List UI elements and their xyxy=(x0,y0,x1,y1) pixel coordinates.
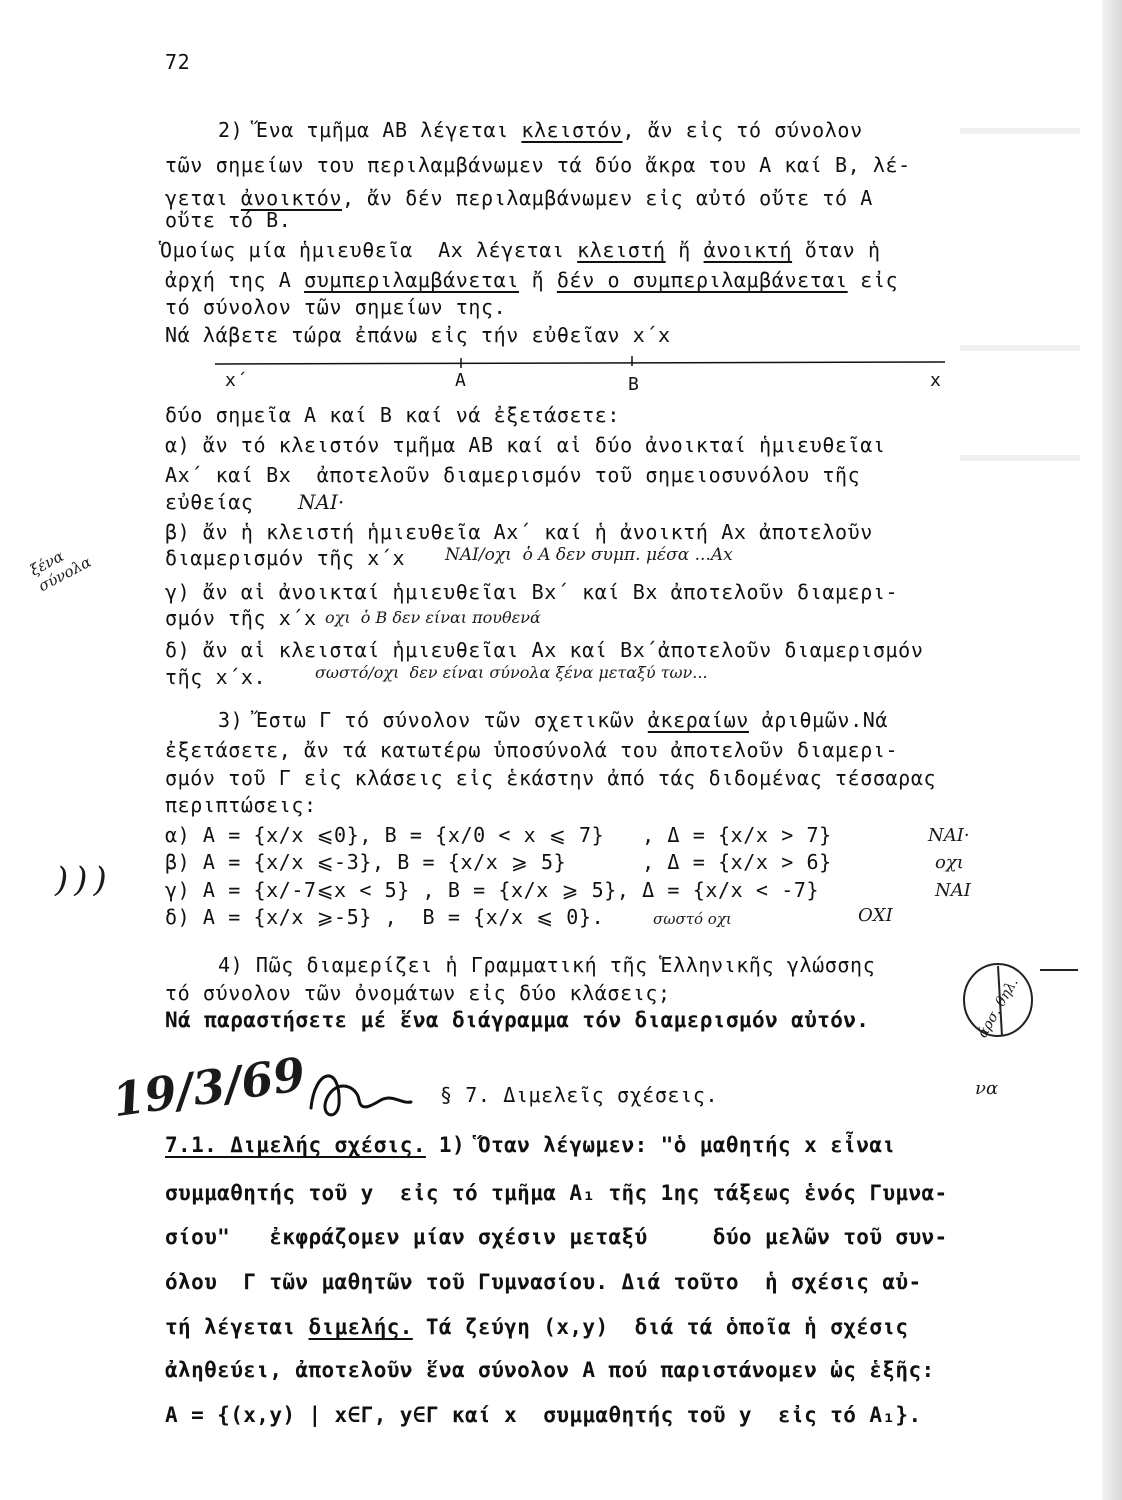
signature-stroke xyxy=(311,1076,411,1115)
handwritten-answer: σωστό οχι xyxy=(653,910,732,928)
subsection-title: 7.1. Διμελής σχέσις. xyxy=(165,1133,426,1157)
ex3-line-1: 3) Ἔστω Γ τό σύνολον τῶν σχετικῶν ἀκεραίων ἀριθμῶν.Νά xyxy=(218,708,888,732)
term-open: ἀνοικτόν xyxy=(240,186,342,210)
ex2-d-line-2: τῆς x΄x. xyxy=(165,665,267,689)
handwritten-margin-note: ξένα σύνολα xyxy=(26,546,95,596)
ex2-a-line-2: Αx΄ καί Βx ἀποτελοῦν διαμερισμόν τοῦ σημειοσυνόλου τῆς xyxy=(165,463,861,487)
section-title: § 7. Διμελεῖς σχέσεις. xyxy=(440,1083,719,1107)
handwritten-answer: οχι ὁ Β δεν είναι πουθενά xyxy=(325,608,541,627)
term-integers: ἀκεραίων xyxy=(647,708,749,732)
ex3-case-b: β) Α = {x/x ⩽-3}, Β = {x/x ⩾ 5} , Δ = {x/x > 6} xyxy=(165,850,832,874)
ex2-line-4: οὔτε τό Β. xyxy=(165,208,292,232)
handwritten-note: άρσ. θηλ. xyxy=(974,975,1022,1041)
ex2-a-line-1: α) ἄν τό κλειστόν τμῆμα ΑΒ καί αἱ δύο ἀνοικταί ἡμιευθεῖαι xyxy=(165,433,886,457)
s71-line-5: τή λέγεται διμελής. Τά ζεύγη (x,y) διά τά ὁποῖα ἡ σχέσις xyxy=(165,1315,909,1339)
ex3-line-4: περιπτώσεις: xyxy=(165,793,317,817)
ex4-line-2: τό σύνολον τῶν ὀνομάτων εἰς δύο κλάσεις; xyxy=(165,981,671,1005)
label-a: Α xyxy=(455,370,467,391)
handwritten-answer: ΝΑΙ· xyxy=(928,825,970,846)
ex2-c-line-2: σμόν τῆς x΄x xyxy=(165,606,317,630)
ex3-case-a: α) Α = {x/x ⩽0}, Β = {x/0 < x ⩽ 7} , Δ = {x/x > 7} xyxy=(165,823,832,847)
ex2-line-9: δύο σημεῖα Α καί Β καί νά ἐξετάσετε: xyxy=(165,403,621,427)
ex2-line-7: τό σύνολον τῶν σημείων της. xyxy=(165,295,507,319)
ex2-line-8: Νά λάβετε τώρα ἐπάνω εἰς τήν εὐθεῖαν x΄x xyxy=(165,323,671,347)
handwritten-note: να xyxy=(975,1078,999,1099)
ex4-line-1: 4) Πῶς διαμερίζει ἡ Γραμματική τῆς Ἑλληνικῆς γλώσσης xyxy=(218,953,876,977)
ex2-line-3: γεται ἀνοικτόν, ἄν δέν περιλαμβάνωμεν εἰς αὐτό οὔτε τό Α xyxy=(165,186,873,210)
term-binary: διμελής. xyxy=(308,1315,413,1339)
handwritten-diagram-sketch xyxy=(950,950,1080,1045)
label-x: x xyxy=(930,370,942,391)
s71-line-3: σίου" ἐκφράζομεν μίαν σχέσιν μεταξύ δύο μελῶν τοῦ συν- xyxy=(165,1225,948,1249)
ex2-a-line-3: εὐθείας xyxy=(165,490,254,514)
number-line-axis xyxy=(215,362,945,364)
ex2-line-5: Ὁμοίως μία ἡμιευθεῖα Αx λέγεται κλειστή ἤ ἀνοικτή ὅταν ἡ xyxy=(160,238,881,262)
ex4-line-3: Νά παραστήσετε μέ ἕνα διάγραμμα τόν διαμερισμόν αὐτόν. xyxy=(165,1008,870,1032)
ex2-b-line-1: β) ἄν ἡ κλειστή ἡμιευθεῖα Αx΄ καί ἡ ἀνοικτή Αx ἀποτελοῦν xyxy=(165,520,873,544)
ex3-case-c: γ) Α = {x/-7⩽x < 5} , Β = {x/x ⩾ 5}, Δ = {x/x < -7} xyxy=(165,878,820,902)
ex3-line-2: ἐξετάσετε, ἄν τά κατωτέρω ὑποσύνολά του ἀποτελοῦν διαμερι- xyxy=(165,738,899,762)
bleed-through xyxy=(960,345,1080,351)
ex3-line-3: σμόν τοῦ Γ εἰς κλάσεις εἰς ἑκάστην ἀπό τάς διδομένας τέσσαρας xyxy=(165,766,937,790)
number-line-diagram xyxy=(200,352,960,397)
label-b: Β xyxy=(628,374,640,395)
ex3-case-d: δ) Α = {x/x ⩾-5} , Β = {x/x ⩽ 0}. xyxy=(165,905,605,929)
ex2-d-line-1: δ) ἄν αἱ κλεισταί ἡμιευθεῖαι Αx καί Βx΄ἀποτελοῦν διαμερισμόν xyxy=(165,638,924,662)
ex2-line-6: ἀρχή της Α συμπεριλαμβάνεται ἤ δέν ο συμπεριλαμβάνεται εἰς xyxy=(165,268,899,292)
handwritten-answer: ΝΑΙ xyxy=(935,880,971,901)
s71-set-definition: Α = {(x,y) | x∈Γ, y∈Γ καί x συμμαθητής τοῦ y εἰς τό Α₁}. xyxy=(165,1403,922,1427)
ex2-line-1: 2) Ἕνα τμῆμα ΑΒ λέγεται κλειστόν, ἄν εἰς τό σύνολον xyxy=(218,118,863,142)
handwritten-answer: ΟΧΙ xyxy=(858,905,893,926)
ex2-c-line-1: γ) ἄν αἱ ἀνοικταί ἡμιευθεῖαι Βx΄ καί Βx ἀποτελοῦν διαμερι- xyxy=(165,580,899,604)
handwritten-answer: σωστό/οχι δεν είναι σύνολα ξένα μεταξύ των... xyxy=(315,663,708,682)
s71-line-6: ἀληθεύει, ἀποτελοῦν ἕνα σύνολον Α πού παριστάνομεν ὡς ἑξῆς: xyxy=(165,1358,935,1382)
page-number: 72 xyxy=(165,50,191,74)
ex2-b-line-2: διαμερισμόν τῆς x΄x xyxy=(165,546,406,570)
s71-line-4: όλου Γ τῶν μαθητῶν τοῦ Γυμνασίου. Διά τοῦτο ἡ σχέσις αὐ- xyxy=(165,1270,922,1294)
s71-line-1: 7.1. Διμελής σχέσις. 1) Ὅταν λέγωμεν: "ὁ μαθητής x εἶναι xyxy=(165,1133,896,1157)
handwritten-margin-marks: ))) xyxy=(55,860,130,900)
handwritten-date: 19/3/69 xyxy=(109,1046,309,1128)
handwritten-answer: ΝΑΙ/οχι ὁ Α δεν συμπ. μέσα ...Αx xyxy=(445,545,733,565)
handwritten-signature xyxy=(305,1060,415,1130)
term-closed: κλειστόν xyxy=(521,118,623,142)
ex2-line-2: τῶν σημείων του περιλαμβάνωμεν τά δύο ἄκρα του Α καί Β, λέ- xyxy=(165,153,911,177)
handwritten-answer: οχι xyxy=(935,852,964,873)
label-xprime: x΄ xyxy=(225,370,248,391)
handwritten-answer: ΝΑΙ· xyxy=(298,490,345,514)
s71-line-2: συμμαθητής τοῦ y εἰς τό τμῆμα Α₁ τῆς 1ης τάξεως ἑνός Γυμνα- xyxy=(165,1181,948,1205)
page-edge-shadow xyxy=(1102,0,1122,1500)
bleed-through xyxy=(960,128,1080,134)
bleed-through xyxy=(960,455,1080,461)
